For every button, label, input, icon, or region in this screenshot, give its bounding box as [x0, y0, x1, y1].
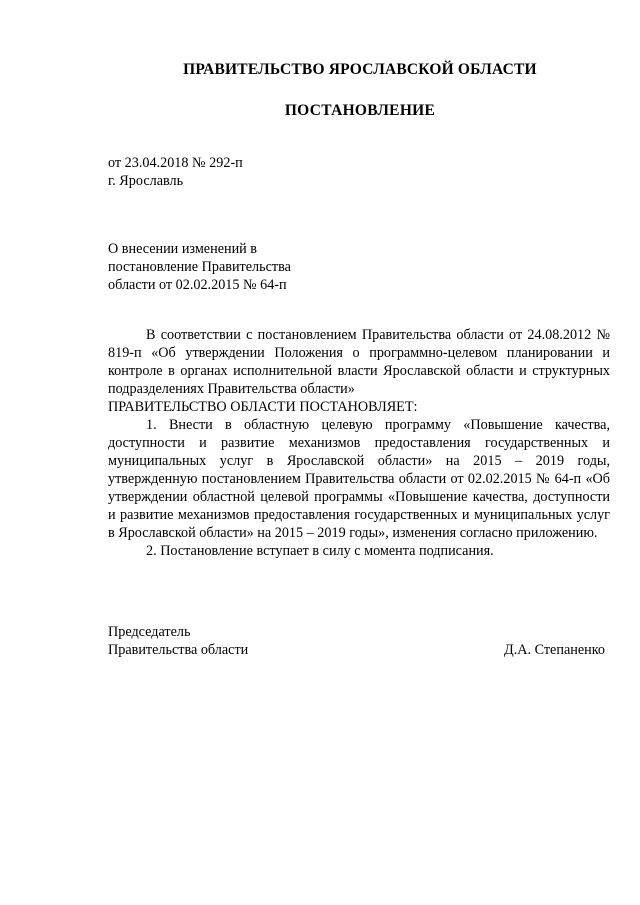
item-1-paragraph: 1. Внести в областную целевую программу «Повышение качества, доступности и развитие механизмов предоставления государственных и муниципальных услуг в Ярославской области» на 2015 – 2019 годы, утвержденную постановлением Правительства области от 02.02.2015 № 64-п «Об утверждении областной целевой программы «Повышение качества, доступности и развитие механизмов предоставления государственных и муниципальных услуг в Ярославской области» на 2015 – 2019 годы», изменения согласно приложению. — [108, 417, 610, 541]
signer-organization: Правительства области — [108, 642, 249, 658]
item-2-paragraph: 2. Постановление вступает в силу с момента подписания. — [146, 543, 494, 559]
subject-line: О внесении изменений в — [108, 241, 258, 257]
signature-block — [108, 623, 605, 659]
document-date-number: от 23.04.2018 № 292-п — [108, 155, 243, 171]
document-city: г. Ярославль — [108, 173, 184, 189]
subject-line: области от 02.02.2015 № 64-п — [108, 277, 287, 293]
document-type-title: ПОСТАНОВЛЕНИЕ — [284, 102, 436, 119]
preamble-paragraph: В соответствии с постановлением Правительства области от 24.08.2012 № 819-п «Об утверждении Положения о программно-целевом планировании и контроле в органах исполнительной власти Ярославской области и структурных подразделениях Правительства области» — [108, 327, 610, 397]
government-title: ПРАВИТЕЛЬСТВО ЯРОСЛАВСКОЙ ОБЛАСТИ — [183, 61, 537, 78]
document-body — [108, 326, 610, 560]
signer-position-line-1 — [108, 623, 605, 641]
document-subject — [108, 240, 368, 294]
signer-name: Д.А. Степаненко — [504, 642, 605, 658]
signer-position-line-2 — [108, 641, 605, 659]
subject-line: постановление Правительства — [108, 259, 291, 275]
resolves-line: ПРАВИТЕЛЬСТВО ОБЛАСТИ ПОСТАНОВЛЯЕТ: — [108, 399, 418, 415]
signer-position: Председатель — [108, 624, 191, 640]
